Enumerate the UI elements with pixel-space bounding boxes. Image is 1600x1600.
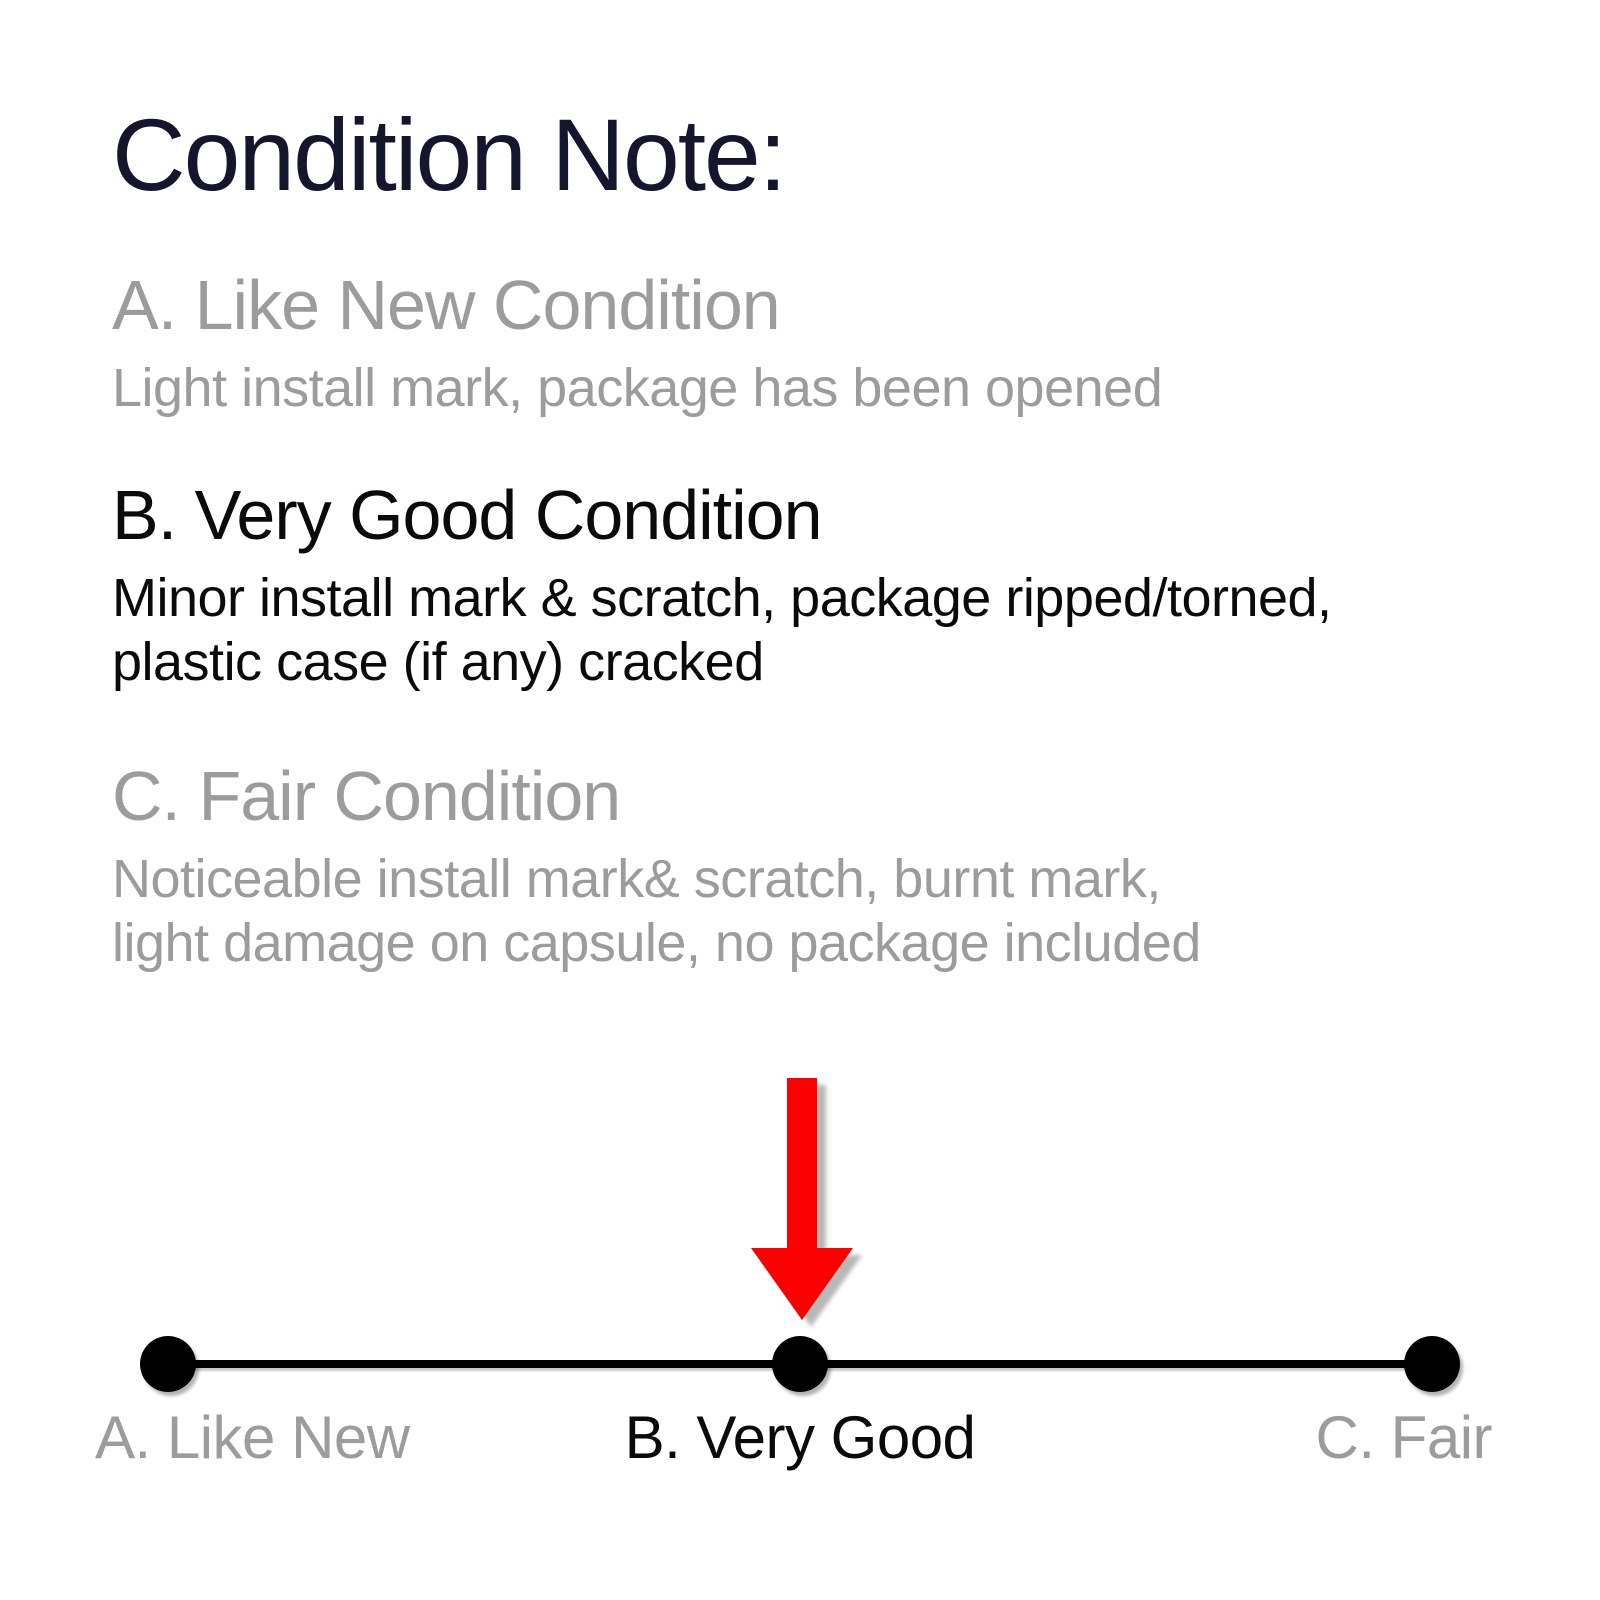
condition-description-line: Noticeable install mark& scratch, burnt mark, [112, 849, 1161, 909]
condition-description-line: light damage on capsule, no package included [112, 913, 1201, 973]
condition-section-fair [112, 753, 1540, 975]
condition-heading-very-good: B. Very Good Condition [112, 476, 822, 554]
condition-description-fair [112, 847, 1540, 975]
scale-label-like-new: A. Like New [95, 1404, 410, 1471]
scale-label-fair: C. Fair [1315, 1404, 1492, 1471]
scale-label-very-good: B. Very Good [624, 1404, 976, 1471]
condition-section-very-good [112, 472, 1540, 694]
arrow-head [751, 1248, 853, 1320]
red-down-arrow-icon [751, 1078, 853, 1320]
page-title: Condition Note: [112, 98, 786, 212]
condition-section-like-new [112, 262, 1540, 420]
arrow-shaft [787, 1078, 817, 1250]
condition-description-very-good [112, 566, 1540, 694]
condition-description-line: Light install mark, package has been opened [112, 358, 1163, 418]
scale-dot-fair [1404, 1336, 1460, 1392]
scale-dot-like-new [140, 1336, 196, 1392]
condition-description-like-new [112, 356, 1540, 420]
scale-dot-very-good [772, 1336, 828, 1392]
condition-heading-like-new: A. Like New Condition [112, 266, 780, 344]
condition-description-line: Minor install mark & scratch, package ripped/torned, [112, 568, 1332, 628]
condition-description-line: plastic case (if any) cracked [112, 632, 764, 692]
condition-heading-fair: C. Fair Condition [112, 757, 621, 835]
